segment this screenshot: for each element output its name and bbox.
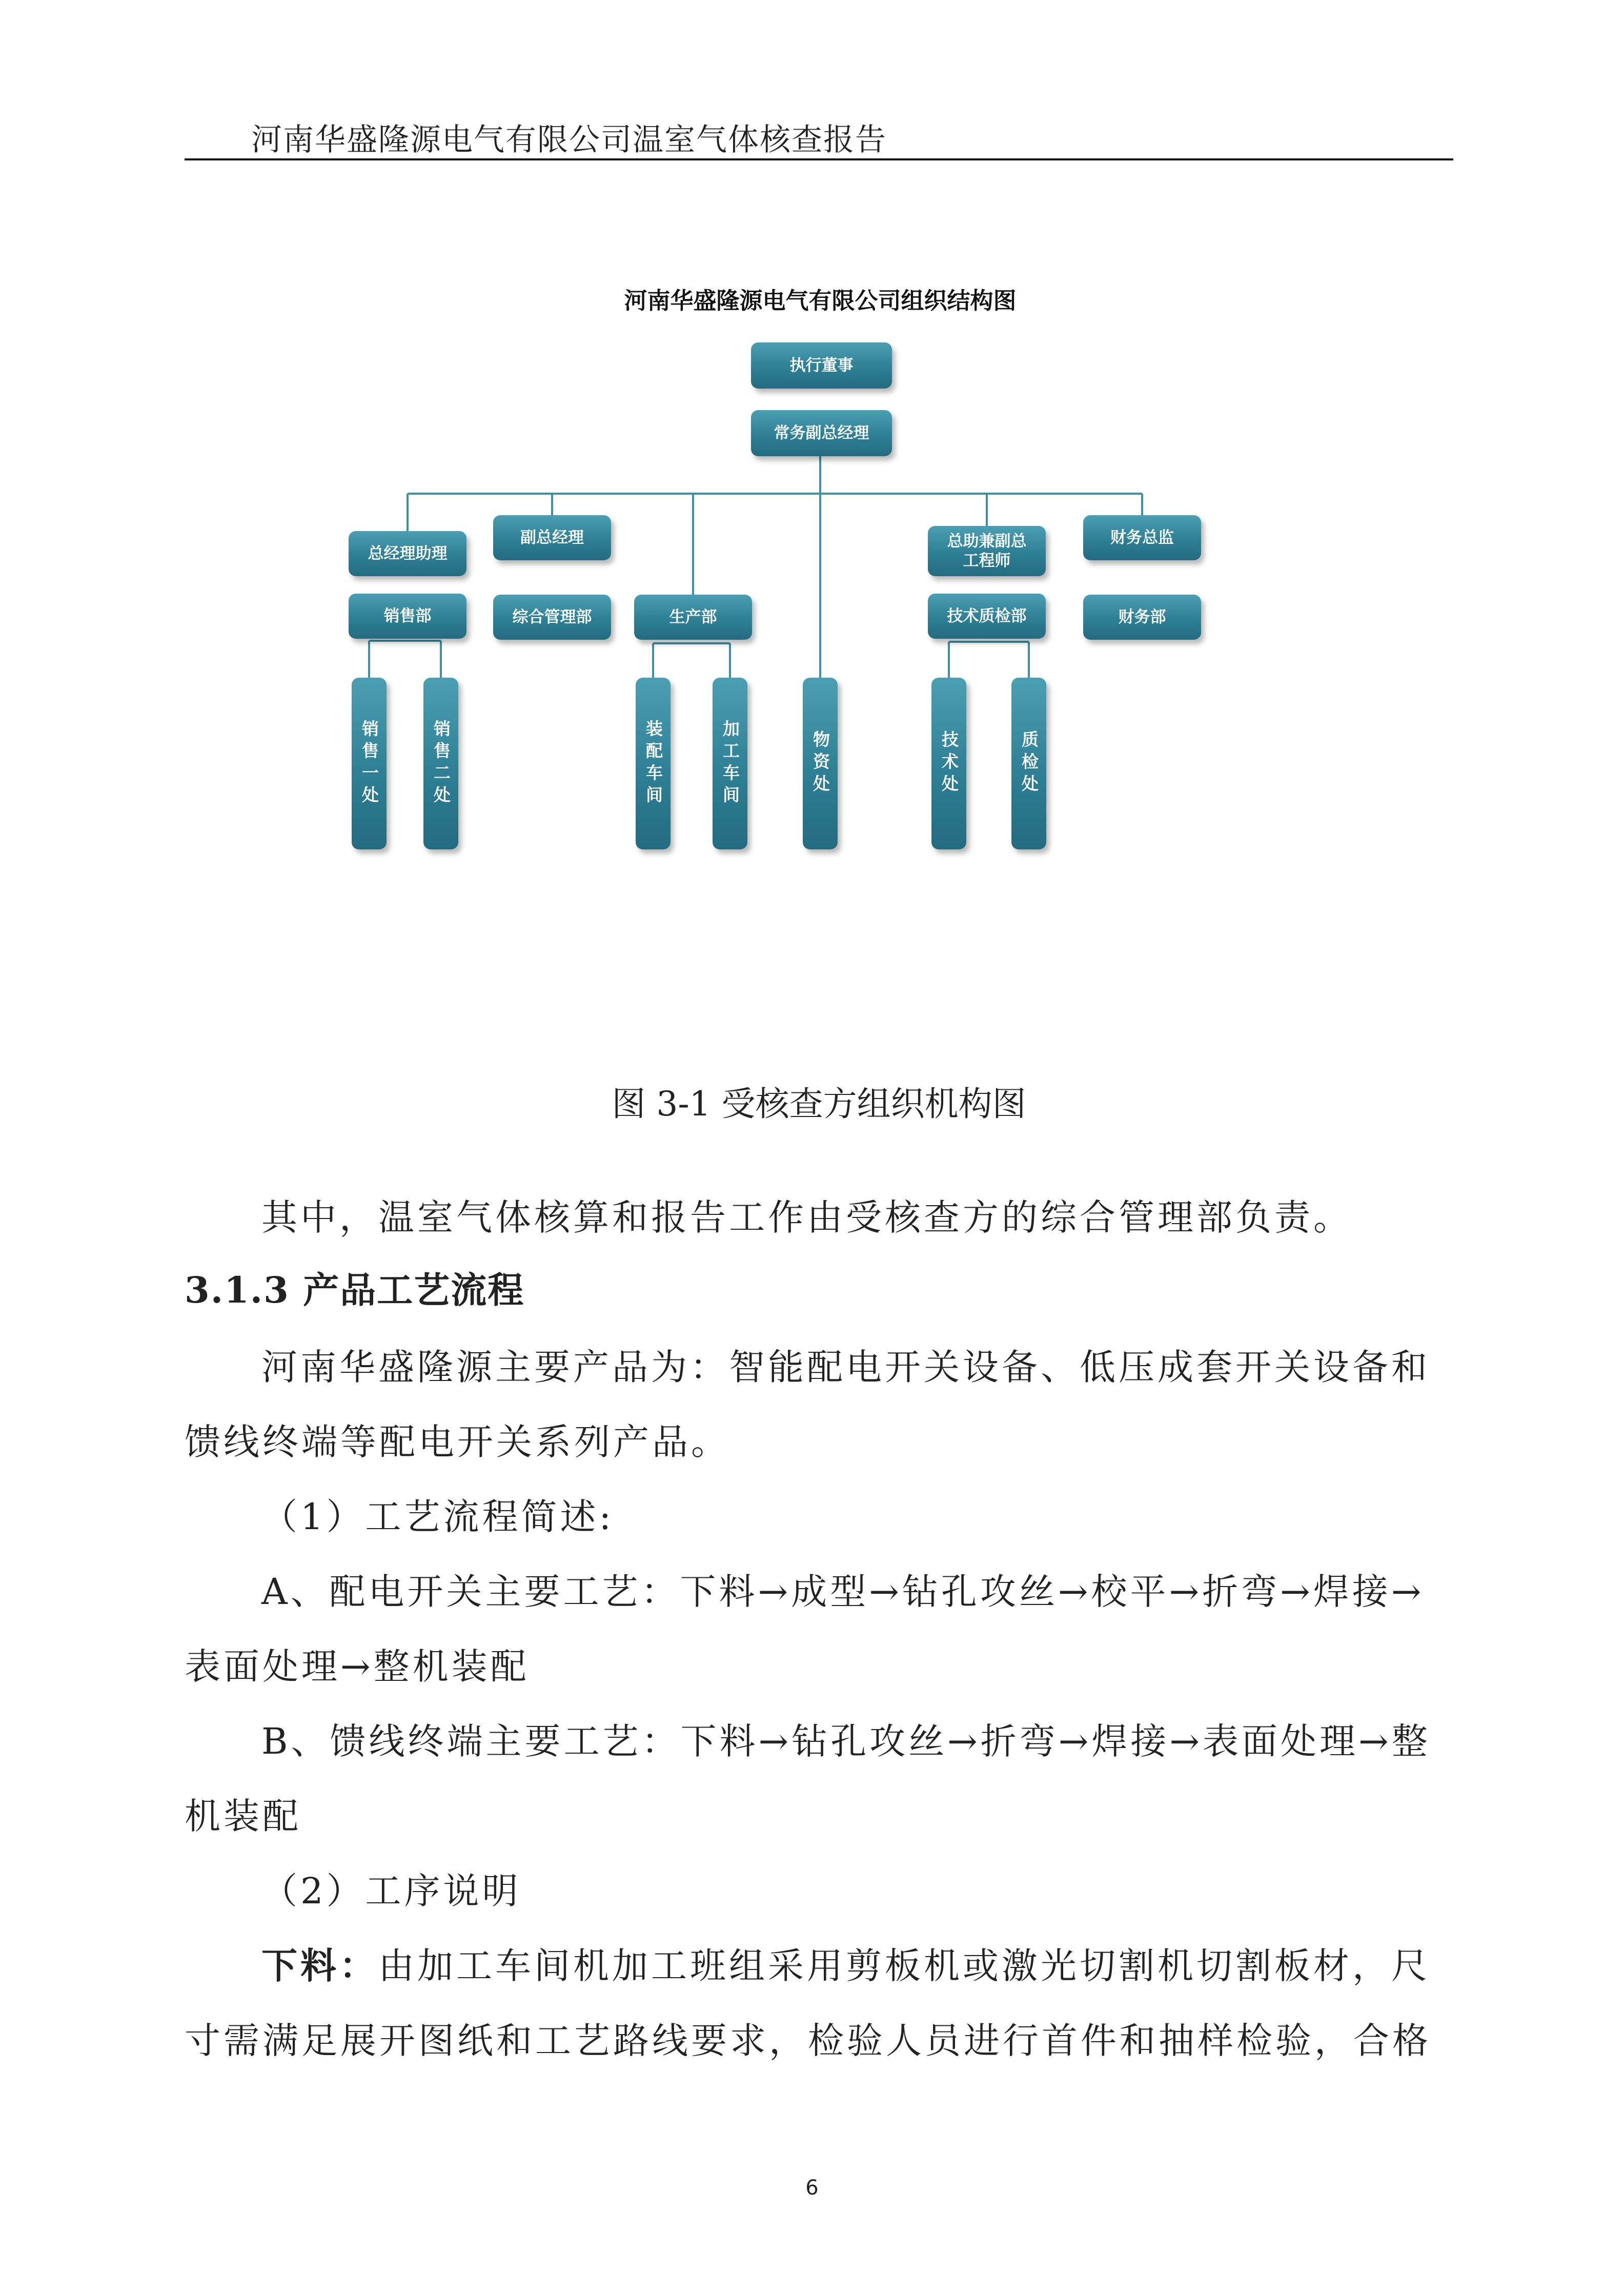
paragraph-cutting-line1 bbox=[261, 1944, 1453, 1987]
report-header-title: 河南华盛隆源电气有限公司温室气体核查报告 bbox=[251, 122, 887, 158]
org-node-sales-1: 销售一处 bbox=[352, 678, 387, 849]
org-node-materials: 物资处 bbox=[803, 678, 838, 849]
org-node-asst-chief-engineer: 总助兼副总工程师 bbox=[928, 526, 1046, 576]
org-node-executive-vp: 常务副总经理 bbox=[751, 410, 892, 456]
org-node-quality: 质检处 bbox=[1011, 678, 1046, 849]
org-node-gm-assistant: 总经理助理 bbox=[349, 531, 466, 576]
paragraph-step-description: （2）工序说明 bbox=[261, 1870, 521, 1912]
org-node-sales-dept: 销售部 bbox=[349, 594, 466, 639]
org-node-assembly: 装配车间 bbox=[636, 678, 671, 849]
org-node-general-management: 综合管理部 bbox=[493, 595, 611, 640]
paragraph-responsibility: 其中，温室气体核算和报告工作由受核查方的综合管理部负责。 bbox=[261, 1196, 1352, 1238]
org-node-vice-gm: 副总经理 bbox=[493, 515, 611, 560]
org-node-tech-quality: 技术质检部 bbox=[928, 594, 1046, 639]
figure-caption: 图 3-1 受核查方组织机构图 bbox=[612, 1084, 1026, 1124]
org-node-production: 生产部 bbox=[634, 595, 752, 640]
org-node-finance-director: 财务总监 bbox=[1083, 515, 1201, 560]
paragraph-products-line1: 河南华盛隆源主要产品为：智能配电开关设备、低压成套开关设备和 bbox=[261, 1346, 1430, 1388]
paragraph-process-a-line1: A、配电开关主要工艺：下料→成型→钻孔攻丝→校平→折弯→焊接→ bbox=[261, 1571, 1425, 1613]
paragraph-products-line2: 馈线终端等配电开关系列产品。 bbox=[185, 1421, 730, 1463]
paragraph-process-a-line2: 表面处理→整机装配 bbox=[185, 1645, 530, 1688]
section-heading: 3.1.3 产品工艺流程 bbox=[185, 1269, 525, 1311]
cutting-label: 下料： bbox=[261, 1944, 378, 1987]
org-node-technical: 技术处 bbox=[931, 678, 966, 849]
org-node-ceo: 执行董事 bbox=[751, 342, 892, 389]
paragraph-process-overview: （1）工艺流程简述: bbox=[261, 1496, 615, 1538]
org-chart-title: 河南华盛隆源电气有限公司组织结构图 bbox=[624, 287, 1017, 314]
page-number: 6 bbox=[805, 2176, 819, 2200]
paragraph-cutting-line2: 寸需满足展开图纸和工艺路线要求，检验人员进行首件和抽样检验，合格 bbox=[185, 2020, 1431, 2062]
org-node-sales-2: 销售二处 bbox=[423, 678, 458, 849]
org-node-finance-dept: 财务部 bbox=[1083, 595, 1201, 640]
cutting-text: 由加工车间机加工班组采用剪板机或激光切割机切割板材，尺 bbox=[378, 1945, 1430, 1987]
org-node-machining: 加工车间 bbox=[713, 678, 747, 849]
paragraph-process-b-line1: B、馈线终端主要工艺：下料→钻孔攻丝→折弯→焊接→表面处理→整 bbox=[261, 1720, 1431, 1762]
paragraph-process-b-line2: 机装配 bbox=[185, 1795, 301, 1837]
